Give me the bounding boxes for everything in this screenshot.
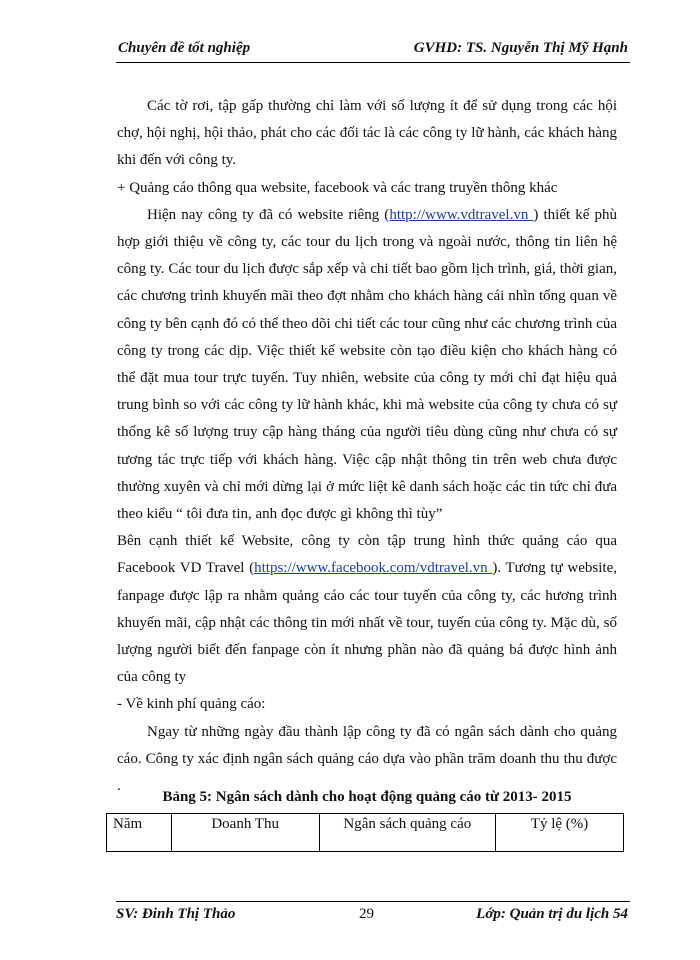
document-body	[117, 93, 617, 800]
header-divider	[116, 62, 630, 63]
table-title: Bảng 5: Ngân sách dành cho hoạt động quảng cáo từ 2013- 2015	[162, 789, 572, 805]
paragraph-facebook	[117, 528, 617, 691]
website-link[interactable]: http://www.vdtravel.vn	[389, 206, 534, 223]
facebook-link[interactable]: https://www.facebook.com/vdtravel.vn	[254, 560, 493, 577]
footer-student: SV: Đinh Thị Thảo	[116, 906, 236, 922]
table-header-year: Năm	[107, 814, 172, 852]
table-header-ratio: Tỷ lệ (%)	[496, 814, 624, 852]
paragraph-website	[117, 202, 617, 528]
header-right: GVHD: TS. Nguyễn Thị Mỹ Hạnh	[413, 40, 628, 56]
paragraph-website-heading: + Quảng cáo thông qua website, facebook và các trang truyền thông khác	[117, 179, 558, 196]
table-header-row	[107, 814, 624, 852]
table-header-revenue: Doanh Thu	[171, 814, 319, 852]
website-text-after: ) thiết kế phù hợp giới thiệu về công ty, các tour du lịch trong và ngoài nước, thông tin liên hệ công ty. Các tour du lịch được sắp xếp và chi tiết bao gồm lịch trình, giá, thời gian, các chương trình khuyến mãi theo đợt nhằm cho khách hàng cái nhìn tổng quan về công ty bên cạnh đó có thể theo dõi chi tiết các tour cũng như các chương trình của công ty trong các dịp. Việc thiết kế website còn tạo điều kiện cho khách hàng có thể đặt mua tour trực tuyến. Tuy nhiên, website của công ty mới chỉ đạt hiệu quả trung bình so với các công ty lữ hành khác, khi mà website của công ty chưa có sự thống kê số lượng truy cập hàng tháng của người tiêu dùng cũng như chưa có sự tương tác trực tiếp với khách hàng. Việc cập nhật thông tin trên web chưa được thường xuyên và chỉ mới dừng lại ở mức liệt kê danh sách hoặc các tin tức chỉ đưa theo kiểu “ tôi đưa tin, anh đọc được gì không thì tùy”	[117, 206, 618, 523]
facebook-text-after: ). Tương tự website, fanpage được lập ra nhằm quảng cáo các tour tuyến của công ty, các hương trình khuyến mãi, cập nhật các thông tin mới nhất về tour, tuyến của công ty. Mặc dù, số lượng người biết đến fanpage còn ít nhưng phần nào đã quảng bá được hình ảnh của công ty	[117, 560, 617, 686]
footer-divider	[116, 901, 630, 902]
website-text-before: Hiện nay công ty đã có website riêng (	[147, 206, 390, 223]
paragraph-budget: Ngay từ những ngày đầu thành lập công ty đã có ngân sách dành cho quảng cáo. Công ty xác định ngân sách quảng cáo dựa vào phần trăm doanh thu thu được .	[117, 723, 617, 795]
footer-class: Lớp: Quản trị du lịch 54	[476, 906, 628, 922]
paragraph-leaflets: Các tờ rơi, tập gấp thường chỉ làm với số lượng ít để sử dụng trong các hội chợ, hội nghị, hội thảo, phát cho các đối tác là các công ty lữ hành, các khách hàng khi đến với công ty.	[117, 98, 617, 169]
budget-table	[106, 813, 624, 852]
header-left: Chuyên đề tốt nghiệp	[118, 40, 251, 56]
facebook-text-before: Bên cạnh thiết kế Website, công ty còn tập trung hình thức quảng cáo qua Facebook VD Travel (	[117, 533, 617, 577]
page-number: 29	[359, 906, 374, 922]
table-header-ad-budget: Ngân sách quảng cáo	[319, 814, 495, 852]
paragraph-budget-heading: - Về kinh phí quảng cáo:	[117, 696, 266, 713]
